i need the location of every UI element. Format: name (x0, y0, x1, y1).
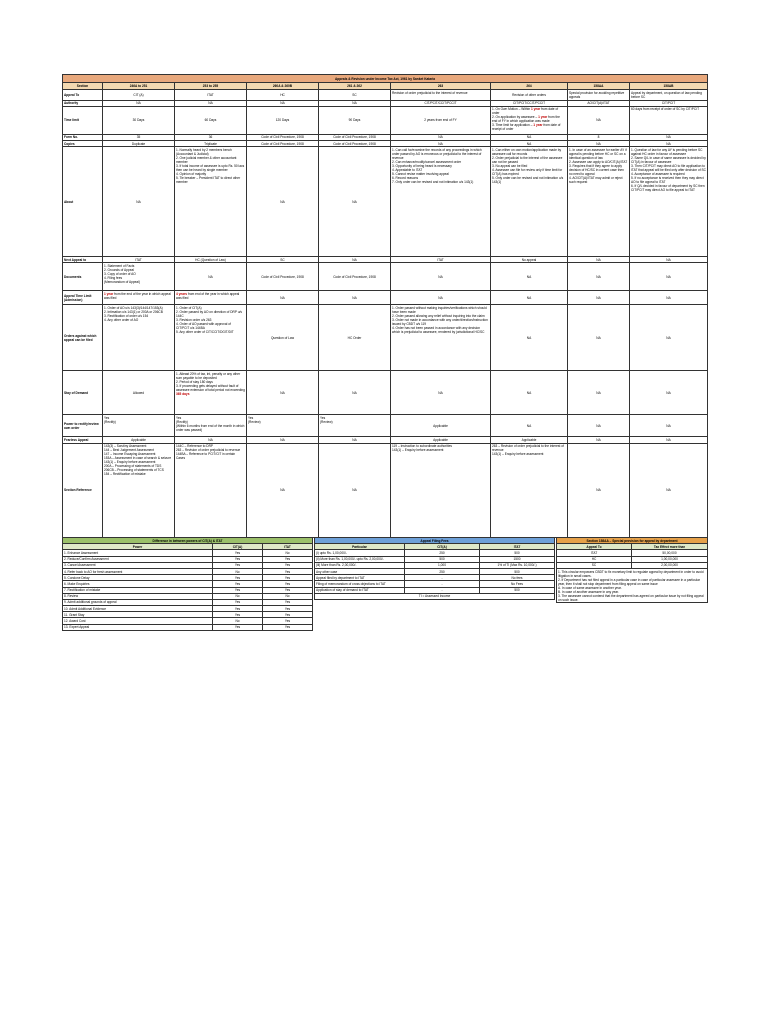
table-row (63, 291, 708, 305)
table-cell: Yes (263, 624, 313, 630)
table-cell: Yes (Review) (247, 415, 319, 437)
table-cell: Yes (263, 599, 313, 605)
row-label: Fearless Appeal (63, 437, 103, 443)
table-cell: ITAT (391, 257, 491, 263)
table-row (63, 90, 708, 100)
document-title: Appeals & Revision under Income Tax Act, 1961 by Sanket Kataria (63, 75, 708, 83)
table-cell: HC (557, 556, 632, 562)
table-cell: 4 years from end of the year in which appeal was filed (175, 291, 247, 305)
powers-title: Difference in between powers of CIT(A) & ITAT (63, 538, 313, 544)
row-label: About (63, 147, 103, 257)
row-label: Appeal To (63, 90, 103, 100)
table-row (63, 415, 708, 437)
table-cell: 1. Statement of Facts 2. Grounds of Appeal 3. Copy of order of AO 4. Filing fees (Memorandum of Appeal) (103, 263, 175, 291)
table-cell: 35 (103, 134, 175, 140)
table-cell: 1,00,00,000 (632, 556, 708, 562)
table-cell: 13. Expert Appeal (63, 624, 213, 630)
table-cell: NA (491, 291, 568, 305)
table-cell: 263 – Revision of order prejudicial to the interest of revenue 143(1) – Enquiry before assessment (491, 443, 568, 537)
table-cell: Code of Civil Procedure, 1908 (319, 263, 391, 291)
table-cell: Code of Civil Procedure, 1908 (319, 140, 391, 146)
row-label: Form No. (63, 134, 103, 140)
col-header: 260A & 260B (247, 83, 319, 90)
table-cell: Appeal filed by department to ITAT (315, 575, 405, 581)
table-cell: 250 (405, 550, 480, 556)
table-cell: 7. Rectification of mistake (63, 587, 213, 593)
table-cell: 119 – Instruction to subordinate authorities 143(1) – Enquiry before assessment (391, 443, 491, 537)
table-cell: No Fees (480, 581, 555, 587)
table-cell: 12. Award Cost (63, 618, 213, 624)
table-cell: CIT/PCIT/CCIT/PCCIT (491, 100, 568, 106)
table-cell: No (213, 618, 263, 624)
row-label: Documents (63, 263, 103, 291)
note-line: A. In case of same assessee in another year. (558, 585, 622, 590)
table-cell: CIT/PCIT/CCIT/PCCIT (391, 100, 491, 106)
row-label: Power to rectify/review own order (63, 415, 103, 437)
table-cell: Yes (263, 562, 313, 568)
table-cell: 11. Grant Stay (63, 612, 213, 618)
table-cell: Yes (213, 624, 263, 630)
table-cell: Code of Civil Procedure, 1908 (247, 140, 319, 146)
table-cell: NA (491, 305, 568, 371)
table-cell: Yes (213, 575, 263, 581)
table-cell: NA (568, 371, 630, 415)
table-cell: NA (175, 263, 247, 291)
table-cell: NA (568, 263, 630, 291)
table-cell: 30 Days (103, 106, 175, 134)
table-cell: Special provision for avoiding repetitive appeals (568, 90, 630, 100)
table-cell: Yes (213, 599, 263, 605)
table-cell: 9. Admit additional grounds of appeal (63, 599, 213, 605)
table-cell: CIT (A) (103, 90, 175, 100)
table-row (63, 371, 708, 415)
table-cell: Applicable (103, 437, 175, 443)
col-header: 264 (491, 83, 568, 90)
row-label: Next Appeal to (63, 257, 103, 263)
table-cell: 500 (480, 550, 555, 556)
note-line: 2. If Department has not filed appeal in a particular case in case of particular assessee in a particular year, then it shall not stop department from filing appeal on same issue (558, 577, 700, 586)
table-row (63, 263, 708, 291)
table-cell: Yes (263, 575, 313, 581)
table-cell: Yes (Review) (319, 415, 391, 437)
table-cell: 1,000 (405, 562, 480, 568)
table-cell: Yes (263, 568, 313, 574)
table-cell: Yes (213, 606, 263, 612)
row-label: Time limit (63, 106, 103, 134)
table-cell: Yes (213, 556, 263, 562)
table-cell: NA (247, 443, 319, 537)
table-cell: 1. Can either on own motion/application made by assessee call for records 2. Order prejudicial to the interest of the assessee can not be passed 3. No appeal can be filed 4. Assessee can file for review only if time limit for CIT(A) has expired 5. Only order can be revised and not intimation u/s 143(1) (491, 147, 568, 257)
sec158aa-header: Appeal To (557, 544, 632, 550)
table-cell: ITAT (175, 90, 247, 100)
table-cell: Revision of order prejudicial to the interest of revenue (391, 90, 491, 100)
table-cell: 1. Atleast 20% of tax, int, penalty or any other sum payable to be deposited 2. Period of stay 180 days 3. If proceeding gets delayed without fault of assessee extension of total period not exceeding 365 days (175, 371, 247, 415)
row-label: Appeal Time Limit (Admission) (63, 291, 103, 305)
table-cell: (iii) More than Rs. 2,00,000/- (315, 562, 405, 568)
table-cell: 1. Enhance Assessment (63, 550, 213, 556)
table-cell: Yes (263, 556, 313, 562)
table-cell: NA (247, 291, 319, 305)
table-cell: 143(3) – Scrutiny Assessment 144 – Best Judgement Assessment 147 – Income Escaping Assessment 153A – Assessment in case of search & seizure 143(1) – Enquiry before assessment 200A – Processing of statements of TDS 206CB – Processing of statements of TCS 154 – Rectification of mistake (103, 443, 175, 537)
table-cell: NA (491, 263, 568, 291)
table-cell: 1. Order passed without making inquiries/verifications which should have been made 2. Order passed allowing any relief without inquiring into the claim 3. Order not made in accordance with any order/direction/instruction issued by CBDT u/s 119 4. Order has not been passed in accordance with any decision which is prejudicial to assessee, rendered by jurisdictional HC/SC (391, 305, 491, 371)
table-cell: NA (568, 443, 630, 537)
table-cell: 1 year from the end of the year in which appeal was filed (103, 291, 175, 305)
table-cell: Appeal by department, on question of law pending before SC (630, 90, 708, 100)
table-cell: Question of Law (247, 305, 319, 371)
table-cell: NA (391, 371, 491, 415)
table-cell: 3. Cancel Assessment (63, 562, 213, 568)
powers-header: CIT(A) (213, 544, 263, 550)
appeals-main-table (62, 74, 707, 538)
table-cell: NA (568, 415, 630, 437)
table-row (63, 305, 708, 371)
table-cell: Yes (263, 581, 313, 587)
table-cell: NA (391, 140, 491, 146)
table-cell: NA (630, 415, 708, 437)
table-cell: NA (568, 140, 630, 146)
row-label: Authority (63, 100, 103, 106)
table-cell: 1. Normally heard by 2 members bench (Accountant & Judicial) 2. One judicial member & other accountant member 3. If total income of assessee is upto Rs. 50 lacs then can be heard by single member 4. Opinion of majority 5. Tie breaker – President ITAT to direct other member (175, 147, 247, 257)
table-cell: (i) upto Rs. 1,00,000/- (315, 550, 405, 556)
table-cell: NA (491, 415, 568, 437)
table-row (63, 147, 708, 257)
table-cell: Duplicate (103, 140, 175, 146)
table-cell: Yes (Rectify) (Within 6 months from end of the month in which order was passed) (175, 415, 247, 437)
table-cell: Application of stay of demand to ITAT (315, 587, 405, 593)
header-row (63, 83, 708, 90)
table-cell: AO/CIT(A)/ITAT (568, 100, 630, 106)
table-cell: NA (630, 257, 708, 263)
table-cell: 2. Reduce/Confirm Assessment (63, 556, 213, 562)
table-cell: NA (630, 437, 708, 443)
table-cell: 6. Make Enquiries (63, 581, 213, 587)
table-cell: SC (319, 90, 391, 100)
table-cell: Yes (213, 581, 263, 587)
col-header: 158AA (568, 83, 630, 90)
table-cell: - (405, 587, 480, 593)
table-cell: Yes (213, 550, 263, 556)
table-cell: NA (491, 134, 568, 140)
table-cell: 60 days from receipt of order of SC by CIT/PCIT (630, 106, 708, 134)
table-cell: 1. Order of AO u/s 143(3)/144/147/153(A) 2. Intimation u/s 143(1) or 200A or 206CB 3. Rectification of order u/s 154 4. Any other order of AO (103, 305, 175, 371)
table-cell: NA (319, 100, 391, 106)
table-cell: Yes (263, 587, 313, 593)
table-cell: NA (630, 305, 708, 371)
table-cell: NA (568, 305, 630, 371)
table-cell: (ii) More than Rs. 1,00,000/- upto Rs. 2,00,000/- (315, 556, 405, 562)
table-cell: NA (319, 257, 391, 263)
col-header: 261 & 262 (319, 83, 391, 90)
table-cell: 500 (480, 568, 555, 574)
table-cell: SC (557, 562, 632, 568)
table-cell: NA (103, 147, 175, 257)
table-cell: NA (391, 291, 491, 305)
powers-header: ITAT (263, 544, 313, 550)
table-cell: NA (175, 100, 247, 106)
fees-header: Particular (315, 544, 405, 550)
note-line: 1. This circular empowers CBDT to fix monetary limit to regulate appeal by department in order to avoid litigation in small cases. (558, 569, 704, 578)
table-cell: Applicable (491, 437, 568, 443)
table-cell: Yes (263, 618, 313, 624)
table-cell: NA (319, 371, 391, 415)
sec158aa-notes (557, 568, 708, 602)
table-cell: NA (568, 106, 630, 134)
table-cell: Applicable (391, 415, 491, 437)
note-line: B. In case of another assessee in any year. (558, 589, 619, 594)
table-cell: Any other case (315, 568, 405, 574)
table-cell: NA (630, 443, 708, 537)
table-cell: 90 Days (319, 106, 391, 134)
table-cell: NA (319, 443, 391, 537)
table-cell: HC Order (319, 305, 391, 371)
table-cell: 144C – Reference to DRP 263 – Revision of order prejudicial to revenue 144BA – Reference to PCIT/CIT in certain Cases (175, 443, 247, 537)
row-label: Section Reference (63, 443, 103, 537)
row-label: Stay of Demand (63, 371, 103, 415)
table-cell: Revision of other orders (491, 90, 568, 100)
table-cell: 2 years from end of FY (391, 106, 491, 134)
table-cell: 1. Question of law for any AY is pending before SC against HC order in favour of assessee 2. Same Q/L in case of same assessee is decided by CIT(A) in favour of assessee 3. Then CIT/PCIT may direct AO to file application to ITAT that appeal will be filed only after decision of SC 4. Acceptance of assessee is required 5. If no acceptance is received then they may direct AO to file appeal to ITAT 6. If Q/L decided in favour of department by SC then CIT/PCIT may direct AO to file appeal to ITAT (630, 147, 708, 257)
row-label: Orders against which appeal can be filed (63, 305, 103, 371)
table-cell: NA (247, 371, 319, 415)
table-cell: NA (630, 140, 708, 146)
table-cell: SC (247, 257, 319, 263)
table-cell: 60 Days (175, 106, 247, 134)
table-cell: NA (568, 257, 630, 263)
fees-note: TI = Assessed Income (315, 593, 555, 599)
table-cell: 250 (405, 568, 480, 574)
table-row (63, 624, 313, 630)
table-cell: NA (391, 263, 491, 291)
table-cell: HC (247, 90, 319, 100)
table-cell: ITAT (557, 550, 632, 556)
table-cell: Applicable (391, 437, 491, 443)
table-cell: NA (568, 437, 630, 443)
table-cell: Code of Civil Procedure, 1908 (247, 263, 319, 291)
fees-header: CIT(A) (405, 544, 480, 550)
table-cell: 5. Condone Delay (63, 575, 213, 581)
col-header: 253 to 255 (175, 83, 247, 90)
table-cell: No appeal (491, 257, 568, 263)
col-header: 263 (391, 83, 491, 90)
table-cell: Yes (263, 612, 313, 618)
table-cell: Yes (213, 587, 263, 593)
table-cell: NA (319, 291, 391, 305)
table-cell: 8 (568, 134, 630, 140)
sec158aa-title: Section 158AA – Special provision for appeal by department (557, 538, 708, 544)
table-cell: - (405, 575, 480, 581)
table-cell: 50,00,000 (632, 550, 708, 556)
note-line: 3. The assessee cannot contend that the department has agreed on particular issue by not filing appeal on such issue. (558, 593, 704, 602)
table-cell: 1. On Own Motion – Within 1 year from date of order 2. On application by assessee – 1 year from the end of FY in which application was made 3. Time limit for application – 1 year from date of receipt of order (491, 106, 568, 134)
table-cell: HC (Question of Law) (175, 257, 247, 263)
table-cell: Yes (Rectify) (103, 415, 175, 437)
table-cell: NA (247, 100, 319, 106)
col-header: Section (63, 83, 103, 90)
table-cell: No (213, 593, 263, 599)
table-cell: NA (630, 263, 708, 291)
table-cell: Code of Civil Procedure, 1908 (319, 134, 391, 140)
table-cell: No (213, 568, 263, 574)
table-cell: Filing of memorandum of cross objections to ITAT (315, 581, 405, 587)
table-cell: Allowed (103, 371, 175, 415)
col-header: 158AB (630, 83, 708, 90)
table-row (63, 106, 708, 134)
table-cell: 8. Review (63, 593, 213, 599)
table-cell: NA (630, 371, 708, 415)
table-cell: NA (103, 100, 175, 106)
table-cell: 36 (175, 134, 247, 140)
table-cell: NA (568, 291, 630, 305)
table-cell: 1. Can call for/examine the records of any proceedings in which order passed by AO is erroneous or prejudicial to the interest of revenue 2. Can enhance/modify/cancel assessment order 3. Opportunity of being heard is necessary 4. Appealable to ITAT 5. Cannot revise matter involving appeal 6. Record reasons 7. Only order can be revised and not intimation u/s 143(1) (391, 147, 491, 257)
table-cell: Yes (213, 612, 263, 618)
table-cell: NA (491, 140, 568, 146)
table-row (63, 443, 708, 537)
table-cell: NA (491, 371, 568, 415)
table-cell: 1. In case of an assessee for earlier AY if appeal is pending before HC or SC on a identical question of law 2. Assessee can apply to AO/CIT(A)/ITAT 3. Requires that if they agree to apply decision of HC/SC in current case then no need to appeal 4. AO/CIT(A)/ITAT may admit or reject such request (568, 147, 630, 257)
table-cell: No (263, 550, 313, 556)
table-cell: No fees (480, 575, 555, 581)
table-cell: 10. Admit Additional Evidence (63, 606, 213, 612)
table-cell: ITAT (103, 257, 175, 263)
table-cell: Yes (263, 606, 313, 612)
table-cell: Code of Civil Procedure, 1908 (247, 134, 319, 140)
table-cell: - (405, 581, 480, 587)
table-cell: NA (247, 437, 319, 443)
table-cell: Triplicate (175, 140, 247, 146)
row-label: Copies (63, 140, 103, 146)
col-header: 246A to 251 (103, 83, 175, 90)
fees-header: ITAT (480, 544, 555, 550)
table-cell: 120 Days (247, 106, 319, 134)
table-cell: No (263, 593, 313, 599)
table-cell: CIT/PCIT (630, 100, 708, 106)
table-cell: 500 (405, 556, 480, 562)
table-cell: NA (175, 437, 247, 443)
powers-header: Power (63, 544, 213, 550)
table-cell: 500 (480, 587, 555, 593)
table-cell: 1. Order of CIT(A) 2. Order passed by AO on direction of DRP u/s 144C 3. Revision order u/s 263 4. Order of AO passed with approval of CIT/PCIT u/s 144BA 5. Any other order of CIT/CCIT/DGIT/DIT (175, 305, 247, 371)
table-cell: NA (630, 291, 708, 305)
table-cell: 4. Refer back to AO for fresh assessment (63, 568, 213, 574)
table-cell: NA (247, 147, 319, 257)
table-cell: Yes (213, 562, 263, 568)
table-cell: 1500 (480, 556, 555, 562)
table-cell: 2,00,00,000 (632, 562, 708, 568)
table-cell: NA (630, 134, 708, 140)
table-cell: NA (319, 437, 391, 443)
table-cell: NA (391, 134, 491, 140)
table-cell: 1% of TI (Max Rs. 10,000/-) (480, 562, 555, 568)
fees-title: Appeal Filing Fees (315, 538, 555, 544)
sec158aa-header: Tax Effect more than (632, 544, 708, 550)
table-cell: NA (319, 147, 391, 257)
